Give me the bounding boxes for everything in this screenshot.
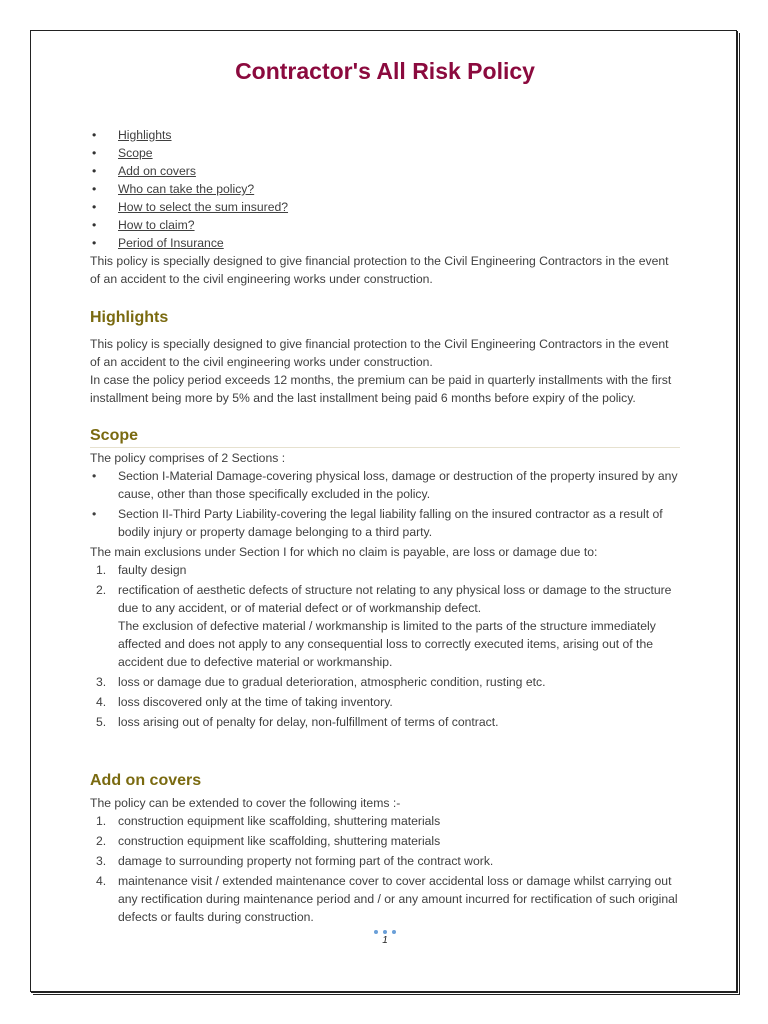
page-footer [350,930,420,947]
list-item: • Section II-Third Party Liability-covering the legal liability falling on the insured contractor as a result of bodily injury or property damage belonging to a third party. [90,505,680,541]
scope-heading: Scope [90,425,680,448]
list-text: faulty design [118,563,187,577]
toc-link-period[interactable]: Period of Insurance [118,236,224,250]
list-number: 1. [96,563,107,577]
list-item [90,832,680,850]
document-body [90,56,680,928]
list-text: construction equipment like scaffolding, shuttering materials [118,814,441,828]
list-item [90,693,680,711]
page-title: Contractor's All Risk Policy [235,58,535,84]
list-text: rectification of aesthetic defects of structure not relating to any physical loss or damage to the structure due to any accident, or of material defect or of workmanship defect. [118,583,672,615]
list-number: 2. [96,583,107,597]
highlights-heading: Highlights [90,309,169,326]
list-item [90,561,680,579]
add-on-intro: The policy can be extended to cover the following items :- [90,796,401,810]
toc-link-add-on-covers[interactable]: Add on covers [118,164,196,178]
list-text: loss or damage due to gradual deterioration, atmospheric condition, rusting etc. [118,675,546,689]
list-item [90,872,680,926]
toc-item-sum-insured [90,198,680,216]
toc-item-how-to-claim [90,216,680,234]
highlights-paragraph-1: This policy is specially designed to give financial protection to the Civil Engineering Contractors in the event of an accident to the civil engineering works under construction. [90,337,669,369]
table-of-contents [90,126,680,252]
exclusions-intro: The main exclusions under Section I for which no claim is payable, are loss or damage due to: [90,545,598,559]
list-text: loss discovered only at the time of taking inventory. [118,695,393,709]
toc-item-period [90,234,680,252]
list-item [90,852,680,870]
list-number: 3. [96,675,107,689]
toc-link-how-to-claim[interactable]: How to claim? [118,218,195,232]
list-text: construction equipment like scaffolding, shuttering materials [118,834,441,848]
list-text: loss arising out of penalty for delay, non-fulfillment of terms of contract. [118,715,499,729]
page-dots-icon [350,930,420,934]
list-note: The exclusion of defective material / workmanship is limited to the parts of the structure immediately affected and does not apply to any consequential loss to correctly executed items, arising out of the accident due to defective material or workmanship. [118,619,656,669]
page-number: 1 [382,935,388,946]
toc-item-highlights [90,126,680,144]
list-item [90,581,680,671]
toc-item-add-on-covers [90,162,680,180]
toc-link-who-can-take[interactable]: Who can take the policy? [118,182,255,196]
scope-intro: The policy comprises of 2 Sections : [90,451,286,465]
list-number: 4. [96,874,107,888]
exclusions-list [90,561,680,731]
toc-item-scope [90,144,680,162]
highlights-paragraph-2: In case the policy period exceeds 12 months, the premium can be paid in quarterly installments with the first installment being more by 5% and the last installment being paid 6 months before expiry of the policy. [90,373,672,405]
list-text: damage to surrounding property not forming part of the contract work. [118,854,494,868]
list-item: • Section I-Material Damage-covering physical loss, damage or destruction of the property insured by any cause, other than those specifically excluded in the policy. [90,467,680,503]
add-on-covers-heading: Add on covers [90,772,202,789]
scope-sections-list [90,467,680,541]
list-item [90,673,680,691]
list-item [90,713,680,731]
toc-item-who-can-take [90,180,680,198]
list-number: 4. [96,695,107,709]
toc-link-highlights[interactable]: Highlights [118,128,172,142]
add-on-list [90,812,680,926]
list-item [90,812,680,830]
toc-link-sum-insured[interactable]: How to select the sum insured? [118,200,289,214]
list-number: 5. [96,715,107,729]
list-number: 2. [96,834,107,848]
list-number: 1. [96,814,107,828]
list-number: 3. [96,854,107,868]
intro-paragraph: This policy is specially designed to give financial protection to the Civil Engineering Contractors in the event of an accident to the civil engineering works under construction. [90,254,669,286]
toc-link-scope[interactable]: Scope [118,146,153,160]
list-text: maintenance visit / extended maintenance cover to cover accidental loss or damage whilst carrying out any rectification during maintenance period and / or any amount incurred for rectification of such original defects or faults during construction. [118,874,678,924]
